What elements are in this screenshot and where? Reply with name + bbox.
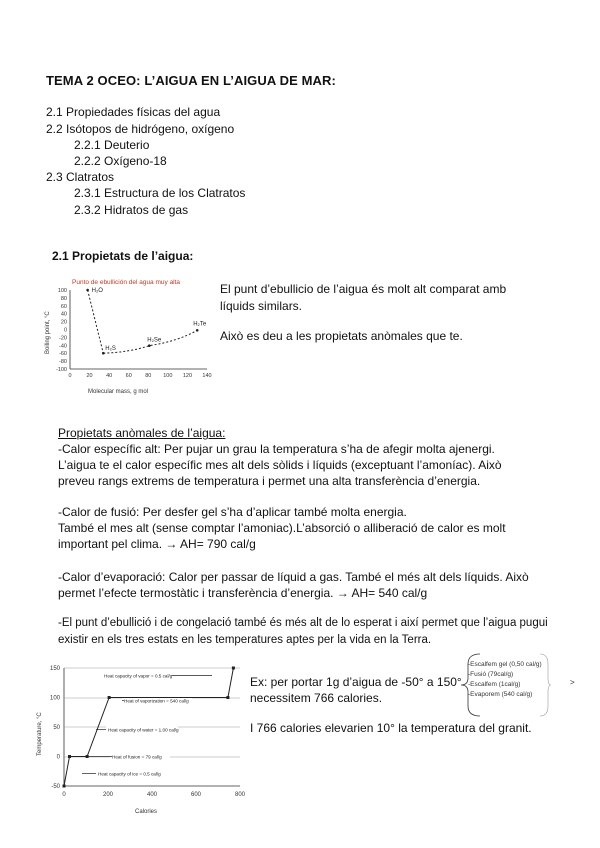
chart2-xtick: 200	[102, 792, 114, 798]
brace-item: -Escalfem (1cal/g)	[468, 681, 521, 688]
boiling-freezing-line: existir en els tres estats en les temperatures aptes per la vida en la Terra.	[58, 634, 432, 646]
chart1-ytick: -40	[59, 343, 67, 350]
chart2-ytick: 50	[53, 725, 60, 731]
chart1-point	[86, 289, 89, 292]
chart1-xtick: 20	[86, 373, 93, 379]
toc-item: 2.3.1 Estructura de los Clatratos	[74, 186, 246, 200]
section-heading: 2.1 Propietats de l’aigua:	[52, 249, 194, 263]
chart1-ytick: -60	[59, 351, 67, 358]
toc-item: 2.3.2 Hidratos de gas	[74, 203, 189, 217]
toc-item: 2.2.2 Oxígeno-18	[74, 154, 167, 168]
chart1-xtick: 120	[182, 373, 193, 379]
granite-line: I 766 calories elevarien 10° la temperatura del granit.	[250, 721, 532, 735]
chart2-ytick: -50	[51, 784, 60, 790]
toc-item: 2.2 Isótopos de hidrógeno, oxígeno	[46, 122, 235, 136]
boiling-text-line: El punt d’ebullicio de l’aigua és molt alt comparat amb	[220, 282, 507, 296]
heating-curve-chart	[34, 658, 246, 816]
anomalous-intro: Això es deu a les propietats anòmales que te.	[220, 329, 463, 343]
chart1-ytick: 60	[60, 303, 67, 310]
page-title: TEMA 2 OCEO: L’AIGUA EN L’AIGUA DE MAR:	[46, 73, 336, 88]
closing-brace-icon	[538, 652, 552, 718]
boiling-text-line: líquids similars.	[220, 299, 303, 313]
chart1-ytick: -20	[59, 335, 67, 342]
chart1-ytick: -80	[59, 359, 67, 366]
chart1-xtick: 80	[145, 373, 152, 379]
evaporation-line: -Calor d’evaporació: Calor per passar de líquid a gas. També el més alt dels líquids. Això	[58, 570, 529, 584]
chart1-xtick: 40	[106, 373, 113, 379]
chart1-xtick: 60	[125, 373, 132, 379]
chart1-point	[196, 329, 199, 332]
chart2-ytick: 0	[56, 754, 60, 761]
evaporation-line: permet l’efecte termostàtic i transferència d’energia. → AH= 540 cal/g	[58, 586, 428, 600]
chart1-xtick: 100	[163, 373, 173, 379]
annotation-vaporization: Heat of vaporization = 540 cal/g	[124, 698, 189, 704]
chart1-water-line	[88, 290, 104, 353]
chart1-point-label: H₂Se	[147, 337, 162, 344]
chart1-ytick: 0	[63, 327, 67, 334]
chart1-ylabel: Boiling point, °C	[45, 311, 51, 354]
chart1-point-label: H₂S	[105, 346, 116, 353]
chart1-title: Punto de ebullición del agua muy alta	[72, 279, 181, 286]
fusion-line: També el mes alt (sense comptar l’amoniac).L’absorció o alliberació de calor es molt	[58, 521, 506, 535]
specific-heat-line: L’aigua te el calor específic mes alt dels sòlids i líquids (exceptuant l’amoníac). Això	[58, 458, 502, 472]
specific-heat-line: -Calor específic alt: Per pujar un grau la temperatura s’ha de afegir molta ajenergi.	[58, 442, 495, 456]
chart2-ylabel: Temperature, °C	[37, 712, 43, 756]
chart2-ytick: 100	[49, 695, 60, 702]
brace-list	[468, 660, 542, 700]
chart1-point-label: H₂Te	[193, 321, 207, 328]
brace-item: -Escalfem gel (0,50 cal/g)	[468, 661, 542, 668]
chart1-xlabel: Molecular mass, g mol	[88, 389, 149, 395]
chart2-xtick: 400	[146, 792, 158, 798]
toc-item: 2.1 Propiedades físicas del agua	[46, 105, 221, 119]
chart2-xtick: 800	[234, 792, 246, 798]
boiling-point-chart	[44, 276, 214, 400]
chart1-ytick: 80	[60, 295, 67, 302]
example-line: Ex: per portar 1g d’aigua de -50° a 150°	[250, 675, 462, 689]
boiling-freezing-line: -El punt d’ebullició i de congelació també és més alt de lo esperat i així permet que l’aigua pugui	[58, 617, 548, 629]
brace-arrow-icon: >	[570, 678, 575, 687]
specific-heat-line: preveu rangs extrems de temperatura i permet una alta transferència d’energia.	[58, 474, 481, 488]
toc-item: 2.3 Clatratos	[46, 170, 115, 184]
chart1-ytick: -100	[55, 367, 67, 373]
chart2-xtick: 0	[62, 792, 66, 798]
chart1-point	[148, 344, 151, 347]
chart1-ytick: 40	[60, 311, 67, 318]
chart2-xtick: 600	[190, 792, 202, 798]
fusion-line: -Calor de fusió: Per desfer gel s’ha d’aplicar també molta energia.	[58, 505, 407, 519]
toc-item: 2.2.1 Deuterio	[74, 138, 150, 152]
chart2-ytick: 150	[49, 666, 60, 672]
chart2-point	[86, 755, 89, 758]
chart2-point	[63, 785, 66, 788]
chart2-point	[68, 755, 71, 758]
annotation-water: Heat capacity of water = 1.00 cal/g	[108, 727, 179, 733]
example-line: necessitem 766 calories.	[250, 691, 383, 705]
brace-item: -Evaporem (540 cal/g)	[468, 691, 533, 698]
chart1-xtick: 0	[68, 373, 72, 379]
chart1-ytick: 20	[60, 319, 67, 326]
chart1-xtick: 140	[202, 373, 212, 379]
chart2-point	[226, 696, 229, 699]
annotation-ice: Heat capacity of ice = 0.5 cal/g	[98, 771, 161, 777]
chart2-point	[232, 667, 235, 670]
anomalous-heading: Propietats anòmales de l’aigua:	[58, 426, 226, 440]
chart2-xlabel: Calories	[134, 809, 158, 815]
annotation-fusion: Heat of fusion = 79 cal/g	[112, 754, 162, 760]
chart1-ytick: 100	[57, 288, 67, 294]
chart1-point-label: H₂O	[91, 288, 103, 294]
brace-item: -Fusió (79cal/g)	[468, 671, 514, 678]
chart1-point	[102, 352, 105, 355]
chart2-point	[108, 696, 111, 699]
fusion-line: important pel clima. → AH= 790 cal/g	[58, 537, 256, 551]
annotation-vapor: Heat capacity of vapor = 0.5 cal/g	[104, 673, 173, 679]
